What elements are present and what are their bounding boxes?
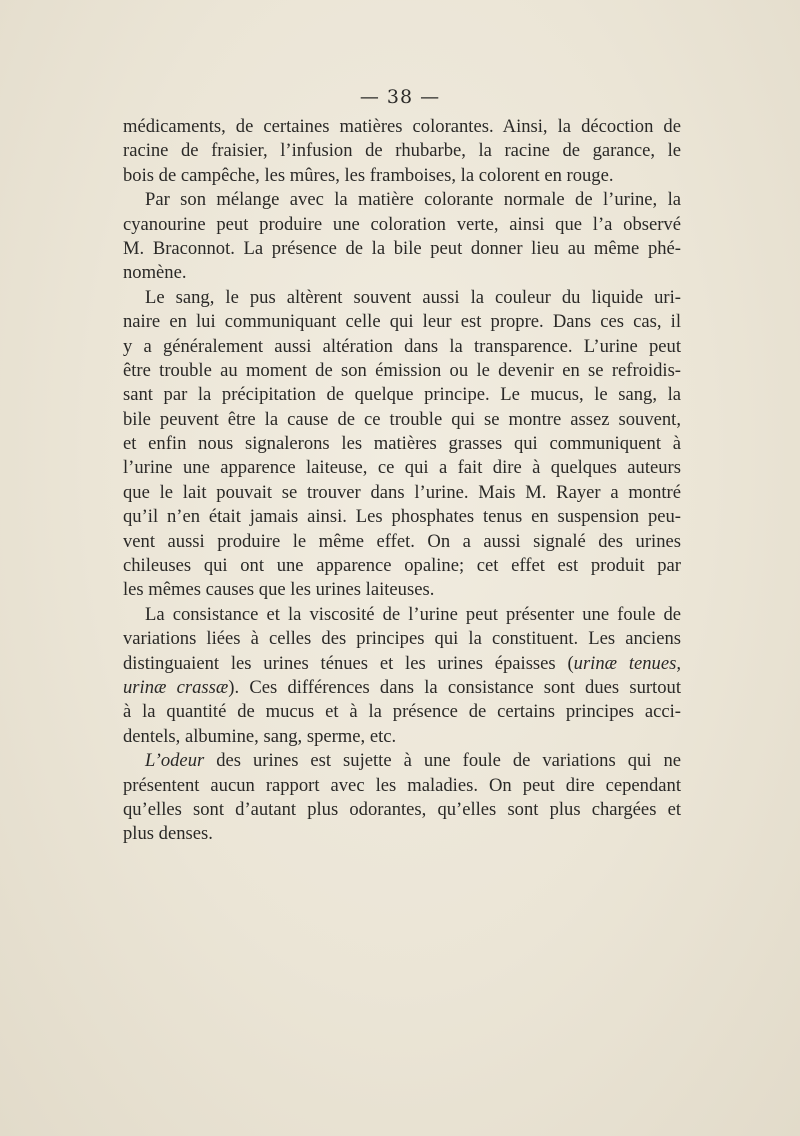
text-segment: distinguaient les urines ténues et les urines épaisses ( [123, 652, 574, 674]
text-line: naire en lui communiquant celle qui leur est propre. Dans ces cas, il [123, 311, 681, 333]
text-line: bois de campêche, les mûres, les framboises, la colorent en rouge. [123, 164, 614, 186]
text-line: nomène. [123, 262, 187, 284]
text-line: dentels, albumine, sang, sperme, etc. [123, 725, 397, 747]
text-line: l’urine une apparence laiteuse, ce qui a fait dire à quelques auteurs [123, 457, 681, 479]
text-line: que le lait pouvait se trouver dans l’urine. Mais M. Rayer a montré [123, 481, 681, 503]
text-line: racine de fraisier, l’infusion de rhubarbe, la racine de garance, le [123, 140, 681, 162]
text-line: et enfin nous signalerons les matières grasses qui communiquent à [123, 433, 681, 455]
page-number: — 38 — [359, 86, 441, 108]
text-line: y a généralement aussi altération dans la transparence. L’urine peut [123, 335, 681, 357]
text-line: Le sang, le pus altèrent souvent aussi la couleur du liquide uri- [145, 286, 681, 308]
italic-term: urinæ crassæ [123, 676, 229, 698]
text-line: qu’il n’en était jamais ainsi. Les phosphates tenus en suspension peu- [123, 506, 681, 528]
text-line: M. Braconnot. La présence de la bile peut donner lieu au même phé- [123, 237, 681, 259]
text-line: médicaments, de certaines matières colorantes. Ainsi, la décoction de [123, 116, 681, 137]
text-line: La consistance et la viscosité de l’urine peut présenter une foule de [145, 603, 681, 625]
text-line-mixed [123, 749, 681, 773]
text-line: Par son mélange avec la matière colorante normale de l’urine, la [145, 189, 681, 211]
text-segment: ). Ces différences dans la consistance sont dues surtout [228, 676, 681, 698]
text-line: les mêmes causes que les urines laiteuses. [123, 579, 435, 601]
italic-term: L’odeur [145, 750, 205, 772]
text-line: cyanourine peut produire une coloration verte, ainsi que l’a observé [123, 213, 681, 235]
text-line: chileuses qui ont une apparence opaline; cet effet est produit par [123, 555, 681, 577]
text-line: à la quantité de mucus et à la présence de certains principes acci- [123, 701, 681, 723]
text-segment: des urines est sujette à une foule de variations qui ne [204, 750, 681, 772]
text-line: vent aussi produire le même effet. On a aussi signalé des urines [123, 530, 681, 552]
text-line: qu’elles sont d’autant plus odorantes, qu’elles sont plus chargées et [123, 798, 681, 820]
italic-term: urinæ tenues, [573, 652, 681, 674]
text-line: présentent aucun rapport avec les maladies. On peut dire cependant [123, 774, 681, 796]
text-line: plus denses. [123, 823, 213, 845]
text-line-mixed [123, 676, 681, 700]
text-line: variations liées à celles des principes qui la constituent. Les anciens [123, 628, 681, 650]
text-line-mixed [123, 652, 681, 676]
text-line: bile peuvent être la cause de ce trouble qui se montre assez souvent, [123, 408, 681, 430]
body-text [123, 115, 681, 847]
text-line: sant par la précipitation de quelque principe. Le mucus, le sang, la [123, 384, 681, 406]
text-line: être trouble au moment de son émission ou le devenir en se refroidis- [123, 359, 681, 381]
